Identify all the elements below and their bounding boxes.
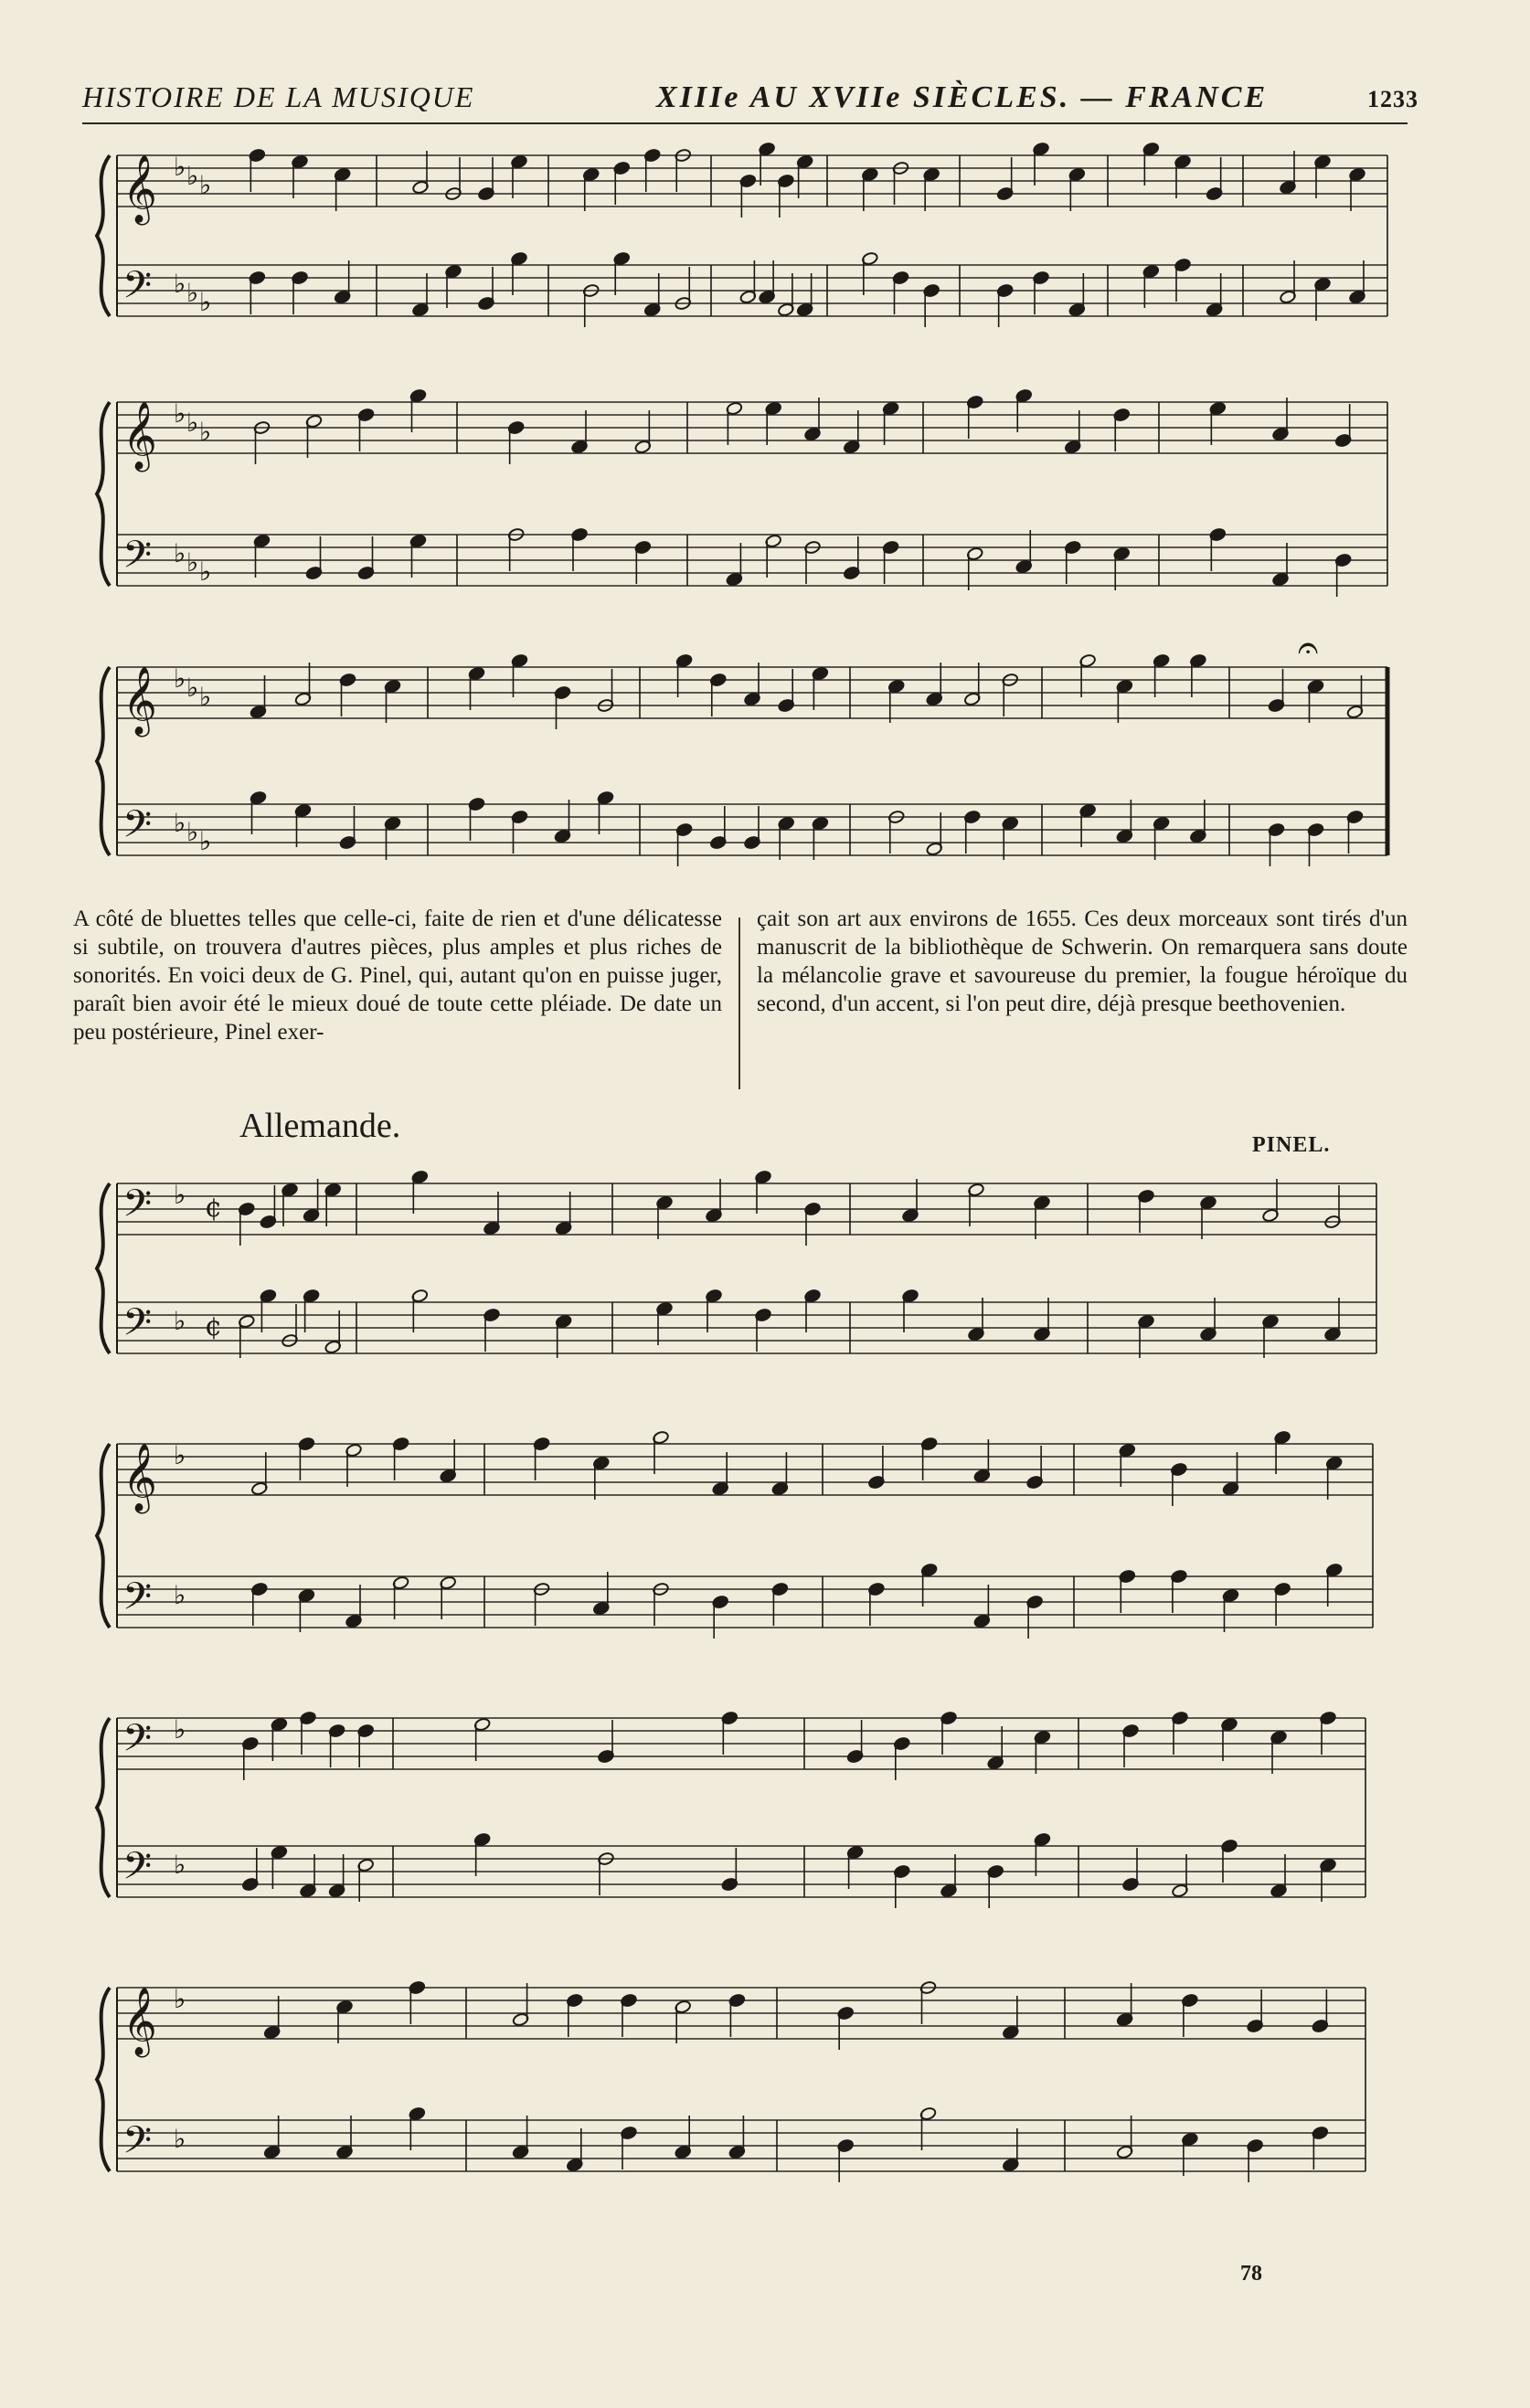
fermata-icon: 𝄐 (1298, 627, 1319, 669)
system-5-key-flat: ♭ (174, 1440, 186, 1470)
system-3-key-flat: ♭ (186, 673, 199, 703)
system-4-time-sig: ¢ (205, 1192, 223, 1224)
system-2-key-flat: ♭ (186, 547, 199, 578)
bass-clef-icon: 𝄢 (122, 1844, 153, 1897)
system-2-key-flat: ♭ (174, 538, 186, 568)
bass-clef-icon: 𝄢 (122, 2118, 153, 2171)
column-divider (738, 918, 740, 1089)
composer-name: PINEL. (1252, 1133, 1331, 1157)
system-5-brace (97, 1444, 110, 1628)
treble-clef-icon: 𝄞 (122, 1988, 157, 2055)
system-1-key-flat: ♭ (174, 152, 186, 182)
bass-clef-icon: 𝄢 (122, 802, 153, 855)
treble-clef-icon: 𝄞 (122, 155, 157, 223)
system-7-key-flat: ♭ (174, 1984, 186, 2014)
system-3-brace (97, 667, 110, 855)
system-2-key-flat: ♭ (199, 557, 212, 587)
text-column-right: çait son art aux environs de 1655. Ces deux morceaux sont tirés d'un manuscrit de la bibliothèque de Schwerin. On remarquera sans doute la mélancolie grave et savoureuse du premier, la fougue héroïque du second, d'un accent, si l'on peut dire, déjà presque beethovenien. (757, 907, 1408, 1016)
running-title: HISTOIRE DE LA MUSIQUE (82, 80, 475, 113)
system-2-key-flat: ♭ (199, 417, 212, 447)
bass-clef-icon: 𝄢 (122, 1300, 153, 1353)
system-6-brace (97, 1718, 110, 1897)
bass-clef-icon: 𝄢 (122, 533, 153, 586)
system-3-key-flat: ♭ (199, 826, 212, 856)
bass-clef-icon: 𝄢 (122, 1716, 153, 1769)
system-2-key-flat: ♭ (174, 398, 186, 429)
system-3-key-flat: ♭ (186, 817, 199, 847)
system-7-key-flat: ♭ (174, 2124, 186, 2154)
system-1-key-flat: ♭ (174, 269, 186, 299)
system-1-key-flat: ♭ (199, 170, 212, 200)
bass-clef-icon: 𝄢 (122, 263, 153, 316)
treble-clef-icon: 𝄞 (122, 402, 157, 470)
system-2-key-flat: ♭ (186, 408, 199, 438)
system-3-key-flat: ♭ (174, 663, 186, 694)
page-number: 1233 (1367, 86, 1418, 112)
system-6-key-flat: ♭ (174, 1850, 186, 1880)
system-1-key-flat: ♭ (186, 278, 199, 308)
bass-clef-icon: 𝄢 (122, 1182, 153, 1235)
system-4-key-flat: ♭ (174, 1180, 186, 1210)
bass-clef-icon: 𝄢 (122, 1575, 153, 1628)
system-4-key-flat: ♭ (174, 1306, 186, 1336)
system-6-key-flat: ♭ (174, 1714, 186, 1745)
section-title: XIIIe AU XVIIe SIÈCLES. — FRANCE (656, 80, 1269, 114)
piece-title: Allemande. (239, 1107, 401, 1145)
text-column-left: A côté de bluettes telles que celle-ci, faite de rien et d'une délicatesse si subtile, on trouvera d'autres pièces, plus amples et plus riches de sonorités. En voici deux de G. Pinel, qui, autant qu'on en puisse juger, paraît bien avoir été le mieux doué de toute cette pléiade. De date un peu postérieure, Pinel exer- (73, 907, 722, 1045)
system-3-key-flat: ♭ (174, 808, 186, 838)
system-1-key-flat: ♭ (199, 287, 212, 317)
system-1-brace (97, 155, 110, 316)
treble-clef-icon: 𝄞 (122, 1444, 157, 1512)
footer-page-number: 78 (1240, 2262, 1262, 2286)
system-1-key-flat: ♭ (186, 161, 199, 191)
system-4-time-sig: ¢ (205, 1310, 223, 1342)
treble-clef-icon: 𝄞 (122, 667, 157, 735)
system-5-key-flat: ♭ (174, 1580, 186, 1610)
system-3-key-flat: ♭ (199, 682, 212, 712)
system-4-brace (97, 1183, 110, 1353)
system-7-brace (97, 1988, 110, 2171)
system-2-brace (97, 402, 110, 586)
